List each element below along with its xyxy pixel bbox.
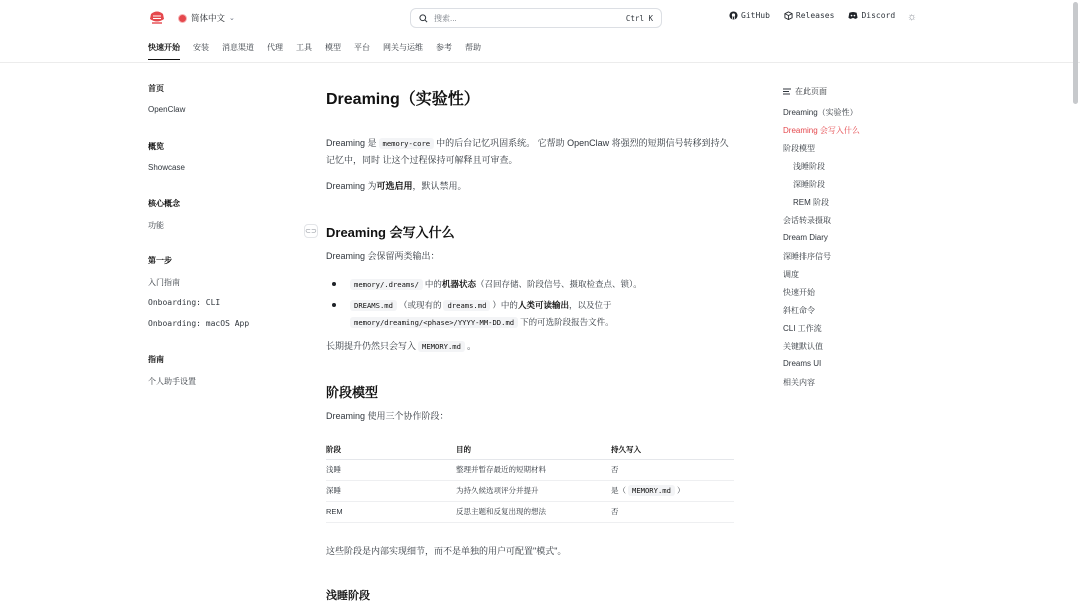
phases-note: 这些阶段是内部实现细节，而不是单独的用户可配置"模式"。 [326,546,567,556]
text: 。 [466,341,476,351]
tab-tools[interactable]: 工具 [296,43,312,52]
heading-light-sleep: 浅睡阶段 [326,590,370,602]
toc-item-scheduling[interactable]: 调度 [783,270,799,279]
table-header-row [326,441,734,459]
tab-gateway-ops[interactable]: 网关与运维 [383,43,423,52]
writes-list [326,276,736,335]
toc-item-key-defaults[interactable]: 关键默认值 [783,342,823,351]
inline-code: MEMORY.md [628,485,675,496]
toc-item-dreaming[interactable]: Dreaming（实验性） [783,108,858,117]
toc-item-dream-diary[interactable]: Dream Diary [783,233,828,242]
heading-anchor-link-icon[interactable]: ⊂⊃ [304,224,318,238]
table-cell: 整理并暂存最近的短期材料 [456,459,611,480]
package-icon [784,11,793,20]
github-link[interactable] [729,11,770,20]
toc-item-phase-model[interactable]: 阶段模型 [783,144,815,153]
toc-item-deep-sleep[interactable]: 深睡阶段 [793,180,825,189]
toc-item-deep-ranking[interactable]: 深睡排序信号 [783,252,831,261]
text: ） [676,486,685,495]
toc-item-what-dreaming-writes[interactable]: Dreaming 会写入什么 [783,126,860,135]
intro-paragraph [326,135,736,168]
text: （或现有的 [398,300,442,310]
toc-title-label: 在此页面 [795,87,827,96]
text: 中的 [424,279,442,289]
text: 是（ [611,486,626,495]
sidebar-item-openclaw[interactable]: OpenClaw [148,105,186,114]
heading-phase-model: 阶段模型 [326,385,379,400]
discord-icon [848,11,858,20]
toc-item-quickstart[interactable]: 快速开始 [783,288,815,297]
intro-text: 中的后台记忆巩固系统。 它帮助 OpenClaw 将强烈的短期信号转移到持久记忆中，同时 让这个过程保持可解释且可审查。 [326,138,729,165]
text: ）中的 [492,300,518,310]
search-box[interactable] [410,8,662,28]
table-header: 目的 [456,441,611,459]
table-row [326,459,734,480]
table-cell: 为持久候选项评分并提升 [456,480,611,501]
sidebar-group-core-concepts: 核心概念 [148,199,180,208]
table-cell: 否 [611,501,734,522]
tab-platforms[interactable]: 平台 [354,43,370,52]
sidebar-group-home: 首页 [148,84,164,93]
table-row [326,480,734,501]
bold-text: 人类可读输出 [517,300,569,310]
inline-code: memory/dreaming/<phase>/YYYY-MM-DD.md [350,317,518,328]
text: ，以及位于 [568,300,612,310]
text: （召回存储、阶段信号、摄取检查点、锁）。 [475,279,642,289]
table-header: 阶段 [326,441,456,459]
header-links [729,11,895,20]
tab-reference[interactable]: 参考 [436,43,452,52]
search-icon [419,14,428,23]
text: Dreaming 为 [326,181,377,191]
table-cell: REM [326,501,456,522]
search-shortcut: Ctrl K [625,13,653,23]
table-header: 持久写入 [611,441,734,459]
top-nav-tabs [148,42,481,60]
sidebar-item-onboarding-cli[interactable]: Onboarding: CLI [148,298,221,307]
page-title: Dreaming（实验性） [326,91,480,108]
tab-install[interactable]: 安装 [193,43,209,52]
phases-intro: Dreaming 使用三个协作阶段： [326,411,449,421]
github-label: GitHub [741,11,770,20]
toc-item-rem[interactable]: REM 阶段 [793,198,829,207]
long-term-paragraph [326,338,736,355]
tab-help[interactable]: 帮助 [465,43,481,52]
sidebar-item-onboarding-macos[interactable]: Onboarding: macOS App [148,319,250,328]
toc-item-light-sleep[interactable]: 浅睡阶段 [793,162,825,171]
table-cell: 深睡 [326,480,456,501]
inline-code: memory-core [379,138,435,149]
list-item [326,276,736,293]
bold-text: 机器状态 [441,279,476,289]
table-cell: 反思主题和反复出现的想法 [456,501,611,522]
table-cell: 否 [611,459,734,480]
table-row [326,501,734,522]
releases-label: Releases [795,11,835,20]
sidebar-group-overview: 概览 [148,142,164,151]
list-item [326,297,736,331]
discord-label: Discord [861,11,896,20]
tab-channels[interactable]: 消息渠道 [222,43,254,52]
inline-code: memory/.dreams/ [350,279,423,290]
github-icon [729,11,738,20]
toc-item-related[interactable]: 相关内容 [783,378,815,387]
text: 长期提升仍然只会写入 [326,341,417,351]
discord-link[interactable] [848,11,895,20]
sidebar-item-personal-assistant[interactable]: 个人助手设置 [148,377,196,386]
theme-toggle-sun-icon[interactable]: ☼ [907,11,918,23]
sidebar-group-first-steps: 第一步 [148,256,172,265]
intro-text: Dreaming 是 [326,138,377,148]
phases-table [326,441,734,523]
chevron-down-icon: ⌄ [229,15,235,22]
writes-intro: Dreaming 会保留两类输出： [326,251,440,261]
bold-text: 可选启用 [376,181,413,191]
language-label: 简体中文 [191,13,226,23]
list-icon [783,88,791,95]
page-scrollbar[interactable] [1073,2,1078,104]
toc-item-slash-commands[interactable]: 斜杠命令 [783,306,815,315]
table-cell [611,480,734,501]
top-header [0,0,1080,36]
toc-item-session-ingest[interactable]: 会话转录摄取 [783,216,831,225]
heading-what-dreaming-writes: Dreaming 会写入什么 [326,225,455,240]
toc-title [783,86,827,97]
language-selector[interactable] [178,11,235,25]
tab-agents[interactable]: 代理 [267,43,283,52]
releases-link[interactable] [784,11,835,20]
opt-in-paragraph [326,178,736,194]
table-cell: 浅睡 [326,459,456,480]
inline-code: MEMORY.md [418,341,465,352]
toc-item-cli-workflow[interactable]: CLI 工作流 [783,324,822,333]
sidebar-group-guides: 指南 [148,355,164,364]
sidebar-item-showcase[interactable]: Showcase [148,163,185,172]
tabs-divider [0,62,1080,63]
language-flag-icon [178,14,187,23]
inline-code: dreams.md [443,300,490,311]
sidebar-item-features[interactable]: 功能 [148,221,164,230]
inline-code: DREAMS.md [350,300,397,311]
search-input[interactable] [434,14,620,23]
toc-item-dreams-ui[interactable]: Dreams UI [783,359,822,368]
text: 下的可选阶段报告文件。 [520,317,614,327]
tab-quickstart[interactable]: 快速开始 [148,42,180,60]
sidebar-item-getting-started[interactable]: 入门指南 [148,278,180,287]
tab-models[interactable]: 模型 [325,43,341,52]
openclaw-logo-icon[interactable] [148,10,166,26]
text: ，默认禁用。 [412,181,467,191]
